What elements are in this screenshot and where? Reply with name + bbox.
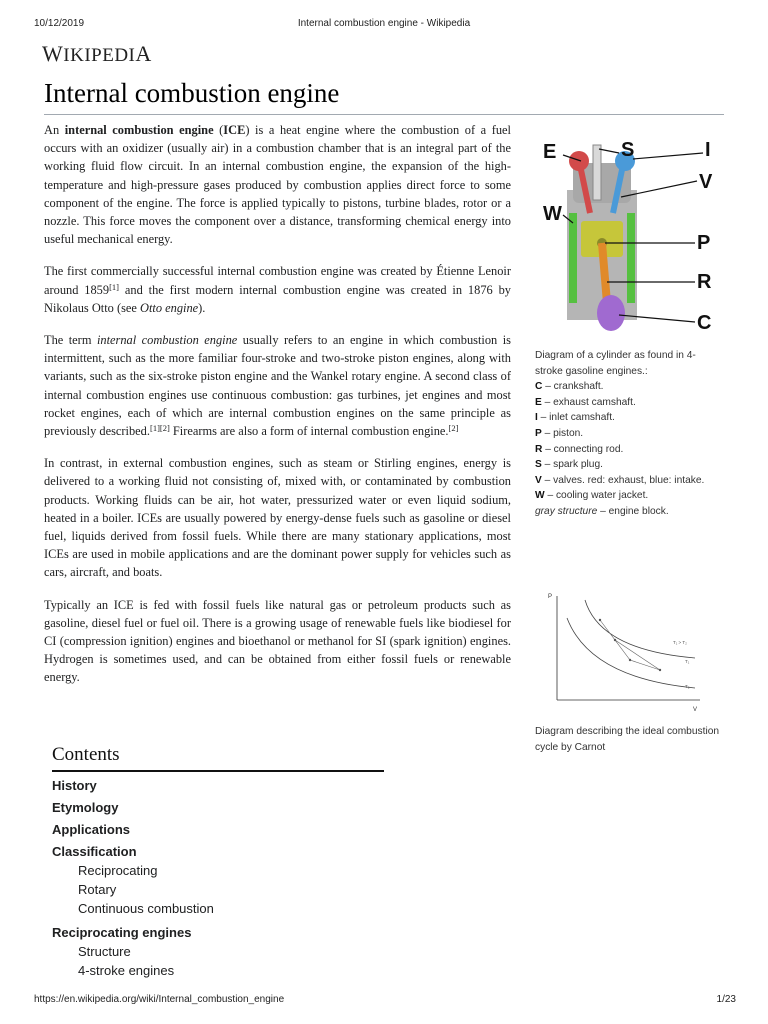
caption-line: I – inlet camshaft. (535, 412, 615, 424)
paragraph-fuels: Typically an ICE is fed with fossil fuels like natural gas or petroleum products such as gasoline, diesel fuel or fuel oil. There is a growing usage of renewable fuels like biodiesel for CI (compression ignition) engines and bioethanol or methanol for SI (spark ignition) engines. Hydrogen is sometimes used, and can be obtained from either fossil fuels or renewable energy. (44, 597, 511, 685)
toc-item-classification[interactable]: Classification (52, 844, 137, 859)
cycle-point (629, 659, 631, 661)
label-w: W (543, 203, 562, 225)
cycle-point (599, 619, 601, 621)
toc-item-applications[interactable]: Applications (52, 822, 131, 837)
v-axis-label: V (693, 707, 698, 713)
wikipedia-wordmark[interactable] (42, 41, 152, 67)
paragraph-terminology: The term internal combustion engine usually refers to an engine in which combustion is intermittent, such as the more familiar four-stroke and two-stroke piston engines, along with variants, such as the six-stroke piston engine and the Wankel rotary engine. A second class of internal combustion engines use continuous combustion: gas turbines, jet engines and most rocket engines, each of which are internal combustion engines on the same principle as previously described.[1][2] Firearms are also a form of internal combustion engine.[2] (44, 333, 511, 439)
print-page-title: Internal combustion engine - Wikipedia (297, 18, 471, 29)
paragraph-intro: An internal combustion engine (ICE) is a heat engine where the combustion of a fuel occurs with an oxidizer (usually air) in a combustion chamber that is an integral part of the working fluid flow circuit. In an internal combustion engine, the expansion of the high-temperature and high-pressure gases produced by combustion applies direct force to some component of the engine. The force is applied typically to pistons, turbine blades, rotor or a nozzle. This force moves the component over a distance, transforming chemical energy into useful mechanical energy. (44, 123, 511, 247)
pointer-s (599, 149, 619, 153)
toc-subitem-rotary[interactable]: Rotary (78, 882, 117, 897)
isotherm-t1-curve (585, 600, 695, 658)
crankshaft-shape (597, 295, 625, 331)
toc-subitem-reciprocating[interactable]: Reciprocating (78, 863, 158, 878)
cycle-point (659, 669, 661, 671)
spark-plug-shape (593, 145, 601, 200)
label-v: V (699, 171, 713, 193)
carnot-diagram-caption: Diagram describing the ideal combustion cycle by Carnot (535, 726, 720, 753)
caption-line: gray structure – engine block. (535, 505, 669, 517)
engine-cylinder-diagram[interactable] (535, 135, 725, 340)
caption-line: V – valves. red: exhaust, blue: intake. (535, 474, 705, 486)
label-e: E (543, 141, 557, 163)
wordmark-initial: W (42, 41, 64, 66)
print-page-number: 1/23 (716, 994, 736, 1005)
water-jacket-right (627, 213, 635, 303)
toc-item-etymology[interactable]: Etymology (52, 800, 119, 815)
pointer-v (621, 181, 697, 197)
pointer-i (633, 153, 703, 159)
caption-line: P – piston. (535, 427, 584, 439)
bold-abbr: ICE (223, 123, 246, 137)
caption-line: E – exhaust camshaft. (535, 396, 636, 408)
toc-subitem-structure[interactable]: Structure (78, 944, 131, 959)
caption-intro: Diagram of a cylinder as found in 4-stroke gasoline engines.: (535, 350, 696, 377)
curve-label: T₂ (685, 684, 690, 689)
print-date: 10/12/2019 (34, 18, 85, 29)
p-axis-label: P (548, 594, 553, 600)
isotherm-t2-curve (567, 618, 695, 688)
cycle-path (600, 620, 660, 670)
label-s: S (621, 139, 635, 161)
caption-line: R – connecting rod. (535, 443, 624, 455)
cycle-point (614, 639, 616, 641)
curve-label: T₁ > T₂ (673, 640, 687, 645)
curve-label: T₁ (685, 659, 690, 664)
paragraph-external-combustion: In contrast, in external combustion engines, such as steam or Stirling engines, energy is delivered to a working fluid not consisting of, mixed with, or contaminated by combustion products. Working fluids can be air, hot water, pressurized water or even liquid sodium, heated in a boiler. ICEs are usually powered by energy-dense fuels such as gasoline or diesel fuel, liquids derived from fossil fuels. While there are many stationary applications, most ICEs are used in mobile applications and are the dominant power supply for vehicles such as cars, aircraft, and boats. (44, 456, 511, 580)
print-url: https://en.wikipedia.org/wiki/Internal_combustion_engine (34, 994, 285, 1005)
italic-term: internal combustion engine (96, 333, 238, 348)
toc-item-reciprocating-engines[interactable]: Reciprocating engines (52, 925, 192, 940)
article-body (44, 121, 511, 701)
wordmark-final: A (135, 41, 152, 66)
caption-line: W – cooling water jacket. (535, 490, 649, 502)
citation-1[interactable]: [1] (109, 281, 119, 292)
carnot-cycle-diagram[interactable] (545, 590, 705, 715)
otto-engine-link[interactable]: Otto engine (140, 300, 199, 315)
water-jacket-left (569, 213, 577, 303)
citation-1-2[interactable]: [1][2] (149, 423, 170, 434)
label-c: C (697, 312, 712, 334)
page-title: Internal combustion engine (44, 78, 340, 108)
exhaust-camshaft-shape (569, 151, 589, 171)
table-of-contents (52, 744, 384, 980)
connecting-rod-shape (602, 243, 607, 303)
engine-diagram-caption (535, 348, 720, 520)
toc-subitem-continuous-combustion[interactable]: Continuous combustion (78, 901, 214, 916)
label-p: P (697, 232, 711, 254)
caption-line: S – spark plug. (535, 459, 603, 471)
title-divider (44, 114, 724, 115)
label-i: I (705, 139, 711, 161)
label-r: R (697, 271, 712, 293)
bold-term: internal combustion engine (64, 123, 214, 137)
caption-line: C – crankshaft. (535, 381, 604, 393)
toc-item-history[interactable]: History (52, 778, 97, 793)
citation-2[interactable]: [2] (448, 423, 459, 434)
paragraph-history: The first commercially successful internal combustion engine was created by Étienne Lenoir around 1859[1] and the first modern internal combustion engine was created in 1876 by Nikolaus Otto (see Otto engine). (44, 264, 511, 315)
toc-subitem-4-stroke-engines[interactable]: 4-stroke engines (78, 963, 175, 978)
wordmark-middle: IKIPEDI (63, 45, 136, 66)
toc-title: Contents (52, 744, 384, 772)
